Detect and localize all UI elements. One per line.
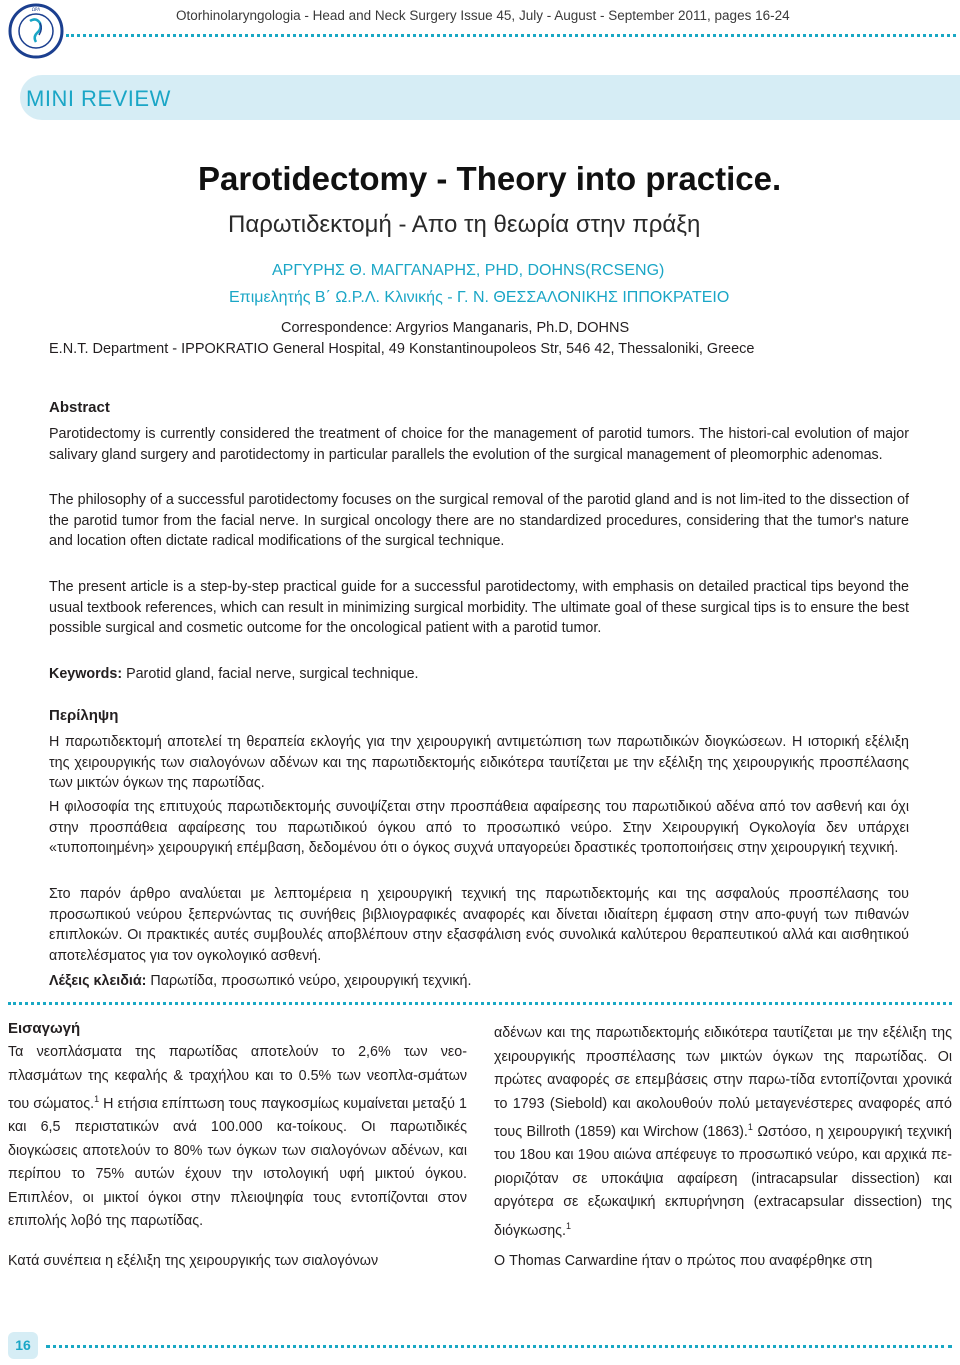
summary-keywords-text: Παρωτίδα, προσωπικό νεύρο, χειρουργική τεχνική.	[146, 973, 472, 989]
department-address: E.N.T. Department - IPPOKRATIO General Hospital, 49 Konstantinoupoleos Str, 546 42, Thessaloniki, Greece	[49, 341, 755, 357]
intro-text: Ωστόσο, η χειρουργική τεχνική του 18ου και 19ου αιώνα απέφευγε το προσωπικό νεύρο, και αρχικά πε-ριοριζόταν σε υποκάψια αφαίρεση (intracapsular dissection) και αργότερα σε εξωκαψική εκπυρήνηση (extracapsular dissection) της διόγκωσης.	[494, 1123, 952, 1239]
intro-left-paragraph: Κατά συνέπεια η εξέλιξη της χειρουργικής των σιαλογόνων	[8, 1253, 379, 1269]
page-number: 16	[8, 1332, 38, 1359]
intro-right-paragraph	[494, 1022, 952, 1243]
keywords-label: Keywords:	[49, 666, 123, 682]
intro-text: Η ετήσια επίπτωση τους παγκοσμίως κυμαίνεται μεταξύ 1 και 6,5 περιστατικών ανά 100.000 κα-τοίκους. Οι παρωτιδικές διογκώσεις αποτελούν το 80% των όγκων των σιαλογόνων αδένων, και περίπου το 75% αυτών έχουν την ιστολογική υφή μικτού όγκου. Επιπλέον, οι μικτοί όγκοι στην πλειοψηφία τους εντοπίζονται στον επιπολής λοβό της παρωτίδας.	[8, 1095, 467, 1230]
citation-ref: 1	[94, 1094, 100, 1104]
section-dotted-rule	[8, 1002, 952, 1005]
footer-dotted-rule	[46, 1345, 952, 1348]
correspondence: Correspondence: Argyrios Manganaris, Ph.D, DOHNS	[281, 320, 630, 336]
intro-left-paragraph	[8, 1041, 467, 1234]
author-name: ΑΡΓΥΡΗΣ Θ. ΜΑΓΓΑΝΑΡΗΣ, PHD, DOHNS(RCSENG)	[272, 262, 665, 279]
article-title: Parotidectomy - Theory into practice.	[198, 160, 782, 197]
article-subtitle: Παρωτιδεκτομή - Απο τη θεωρία στην πράξη	[228, 211, 701, 238]
section-label: MINI REVIEW	[26, 86, 171, 111]
header-dotted-rule	[66, 34, 956, 37]
citation-ref: 1	[747, 1122, 753, 1132]
citation-ref: 1	[566, 1220, 572, 1231]
abstract-paragraph: The philosophy of a successful parotidectomy focuses on the surgical removal of the parotid gland and is not lim-ited to the dissection of the parotid tumor from the facial nerve. In surgical oncology there are no standardized procedures, considering that the tumor's nature and location often dictate radical modifications of the surgical technique.	[49, 492, 909, 549]
keywords-text: Parotid gland, facial nerve, surgical technique.	[122, 666, 419, 682]
summary-paragraph: Η φιλοσοφία της επιτυχούς παρωτιδεκτομής συνοψίζεται στην προσπάθεια αφαίρεσης του παρωτιδικού αδένα από τον ασθενή και όχι στην προσπάθεια αφαίρεσης του παρωτιδικού όγκου από το προσωπικό νεύρο. Στην Χειρουργική Ογκολογία δεν υπάρχει «τυποποιημένη» χειρουργική επέμβαση, δεδομένου ότι ο όγκος συχνά υπαγορεύει δραστικές τροποποιήσεις στην χειρουργική τεχνική.	[49, 799, 909, 856]
intro-text: αδένων και της παρωτιδεκτομής ειδικότερα ταυτίζεται με την εξέλιξη της χειρουργικής προσπέλασης των μικτών όγκων της παρωτίδας. Οι πρώτες αναφορές σε επεμβάσεις στην παρω-τίδα εντοπίζονται χρονικά το 1793 (Siebold) και ακολουθούν πολύ μεταγενέστερες αναφορές από τους Billroth (1859) και Wirchow (1863).	[494, 1025, 952, 1140]
svg-text:ΩΡΛ: ΩΡΛ	[31, 7, 41, 12]
abstract-paragraph: The present article is a step-by-step practical guide for a successful parotidectomy, with emphasis on detailed practical tips beyond the usual textbook references, which can result in minimizing surgical morbidity. The ultimate goal of these surgical tips is to ensure the best possible surgical and cosmetic outcome for the oncological patient with a parotid tumor.	[49, 579, 909, 636]
summary-keywords-label: Λέξεις κλειδιά:	[49, 973, 147, 989]
author-affiliation: Επιμελητής Β΄ Ω.Ρ.Λ. Κλινικής - Γ. Ν. ΘΕΣΣΑΛΟΝΙΚΗΣ ΙΠΠΟΚΡΑΤΕΙΟ	[229, 289, 730, 306]
intro-text: Τα νεοπλάσματα της παρωτίδας αποτελούν το 2,6% των νεο-πλασμάτων της κεφαλής & τραχήλου και το 0.5% των νεοπλα-σμάτων του σώματος.	[8, 1044, 467, 1112]
summary-keywords	[49, 971, 909, 992]
summary-paragraph: Στο παρόν άρθρο αναλύεται με λεπτομέρεια η χειρουργική τεχνική της παρωτιδεκτομής και της ασφαλούς προσπέλασης του προσωπικού νεύρου ξεπερνώντας τις συνήθεις βιβλιογραφικές αναφορές και δίνεται ιδιαίτερη έμφαση στην απο-φυγή των πιθανών επιπλοκών. Οι πρακτικές αυτές συμβουλές αποβλέπουν στην εξασφάλιση ενός συνολικά καλύτερου θεραπευτικού αλλά και αισθητικού αποτελέσματος για τον ογκολογικό ασθενή.	[49, 886, 909, 964]
society-logo	[6, 3, 68, 59]
abstract-paragraph: Parotidectomy is currently considered the treatment of choice for the management of parotid tumors. The histori-cal evolution of major salivary gland surgery and parotidectomy in particular parallels the evolution of the surgical management of pleomorphic adenomas.	[49, 426, 909, 463]
summary-heading: Περίληψη	[49, 707, 119, 724]
abstract-keywords	[49, 664, 909, 685]
summary-paragraph: Η παρωτιδεκτομή αποτελεί τη θεραπεία εκλογής για την χειρουργική αντιμετώπιση των παρωτιδικών διογκώσεων. Η ιστορική εξέλιξη της χειρουργικής των σιαλογόνων αδένων και της παρωτιδεκτομής ειδικότερα ταυτίζεται με την εξέλιξη της χειρουργικής προσπέλασης των μικτών όγκων της παρωτίδας.	[49, 734, 909, 791]
journal-header: Otorhinolaryngologia - Head and Neck Surgery Issue 45, July - August - September 2011, pages 16-24	[176, 8, 790, 23]
abstract-heading: Abstract	[49, 399, 110, 416]
intro-right-paragraph: Ο Thomas Carwardine ήταν ο πρώτος που αναφέρθηκε στη	[494, 1253, 873, 1269]
intro-heading: Εισαγωγή	[8, 1020, 81, 1037]
